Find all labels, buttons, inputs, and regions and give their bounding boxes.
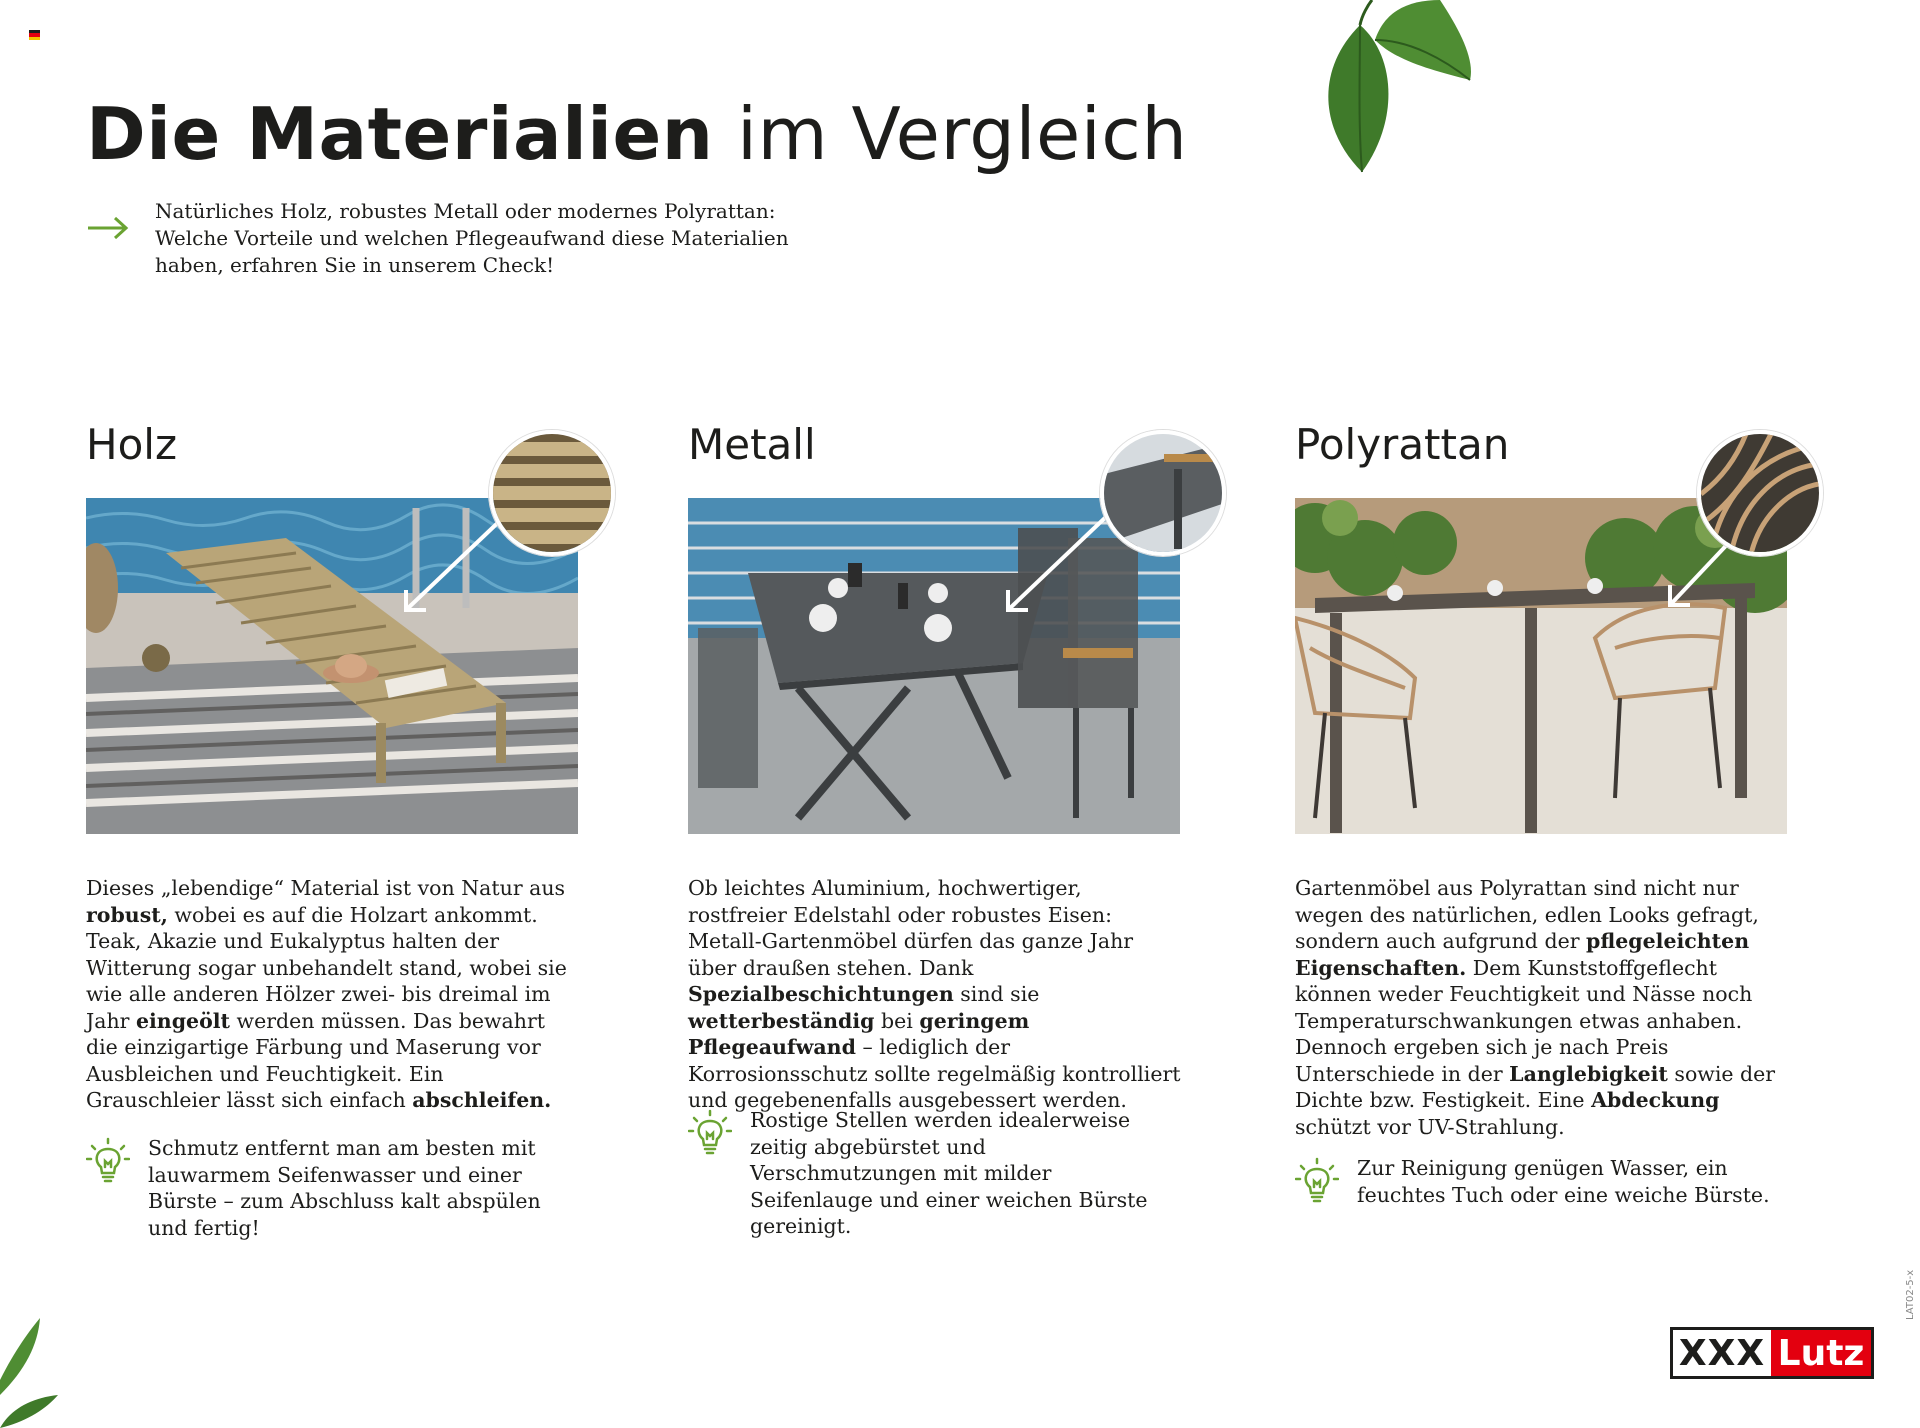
page-title-bold: Die Materialien: [86, 92, 714, 176]
tip-text: Schmutz entfernt man am besten mit lauwarmem Seifenwasser und einer Bürste – zum Abschluss kalt abspülen und fertig!: [148, 1136, 541, 1240]
flag-icon: [29, 30, 40, 40]
body-text-run: Dem Kunststoffgeflecht können weder Feuchtigkeit und Nässe noch Temperaturschwankungen etwas anhaben. Dennoch ergeben sich je nach Preis Unterschiede in der: [1295, 955, 1753, 1086]
section-holz: [86, 410, 606, 1240]
page-title-rest: im Vergleich: [713, 92, 1188, 176]
section-metall: [688, 410, 1208, 1238]
body-text-run: Ob leichtes Aluminium, hochwertiger, rostfreier Edelstahl oder robustes Eisen: Metall-Gartenmöbel dürfen das ganze Jahr über draußen stehen. Dank: [688, 876, 1134, 980]
page-title: [86, 92, 1188, 176]
section-heading: Holz: [86, 420, 177, 469]
section-polyrattan: [1295, 410, 1815, 1207]
leaf-decoration-icon: [0, 1310, 70, 1428]
xxxlutz-logo: [1670, 1327, 1874, 1379]
arrow-right-icon: [86, 213, 130, 243]
body-text-bold: Abdeckung: [1591, 1088, 1720, 1112]
lightbulb-icon: [86, 1137, 130, 1183]
logo-lutz: Lutz: [1771, 1330, 1871, 1376]
section-body: [86, 875, 581, 1114]
metal-detail-zoom: [1100, 430, 1226, 556]
body-text-run: werden müssen. Das bewahrt die einzigartige Färbung und Maserung vor Ausbleichen und Feuchtigkeit. Ein Grauschleier lässt sich einfach: [86, 1008, 545, 1112]
body-text-run: wobei es auf die Holzart ankommt. Teak, Akazie und Eukalyptus halten der Witterung sogar unbehandelt stand, wobei sie wie alle anderen Hölzer zwei- bis dreimal im Jahr: [86, 902, 567, 1033]
body-text-bold: pflegeleichten Eigenschaften.: [1295, 929, 1750, 980]
body-text-bold: Langlebigkeit: [1509, 1061, 1668, 1086]
body-text-run: – lediglich der Korrosionsschutz sollte regelmäßig kontrolliert und gegebenenfalls ausgebessert werden.: [688, 1035, 1181, 1112]
lightbulb-icon: [688, 1109, 732, 1155]
logo-xxx: XXX: [1673, 1330, 1771, 1376]
body-text-bold: Spezialbeschichtungen: [688, 982, 954, 1006]
wood-detail-zoom: [489, 430, 615, 556]
section-heading: Polyrattan: [1295, 420, 1510, 469]
lightbulb-icon: [1295, 1157, 1339, 1203]
body-text-run: Gartenmöbel aus Polyrattan sind nicht nur wegen des natürlichen, edlen Looks gefragt, sondern auch aufgrund der: [1295, 876, 1759, 953]
body-text-bold: geringem Pflegeaufwand: [688, 1008, 1030, 1059]
tip-text: Zur Reinigung genügen Wasser, ein feuchtes Tuch oder eine weiche Bürste.: [1357, 1156, 1770, 1207]
body-text-run: sowie der Dichte bzw. Festigkeit. Eine: [1295, 1061, 1776, 1112]
body-text-bold: eingeölt: [135, 1008, 231, 1033]
rattan-detail-zoom: [1697, 430, 1823, 556]
section-body: [688, 875, 1183, 1114]
body-text-run: sind sie: [953, 982, 1040, 1006]
body-text-run: schützt vor UV-Strahlung.: [1295, 1114, 1565, 1139]
print-code: LAT02-5-x: [1905, 1269, 1916, 1320]
care-tip: [688, 1107, 1168, 1240]
body-text-bold: wetterbeständig: [688, 1008, 875, 1033]
body-text-run: bei: [874, 1008, 920, 1033]
tip-text: Rostige Stellen werden idealerweise zeitig abgebürstet und Verschmutzungen mit milder Seifenlauge und einer weichen Bürste gereinigt.: [750, 1108, 1148, 1238]
care-tip: [1295, 1155, 1775, 1208]
body-text-run: Dieses „lebendige“ Material ist von Natur aus: [86, 876, 566, 900]
leaf-decoration-icon: [1300, 0, 1480, 175]
intro-text: Natürliches Holz, robustes Metall oder modernes Polyrattan: Welche Vorteile und welchen Pflegeaufwand diese Materialien haben, erfahren Sie in unserem Check!: [155, 199, 789, 277]
section-body: [1295, 875, 1790, 1140]
body-text-bold: robust,: [86, 902, 168, 927]
care-tip: [86, 1135, 566, 1241]
pointer-arrow-icon: [988, 510, 1128, 630]
body-text-bold: abschleifen.: [412, 1088, 552, 1112]
section-heading: Metall: [688, 420, 816, 469]
